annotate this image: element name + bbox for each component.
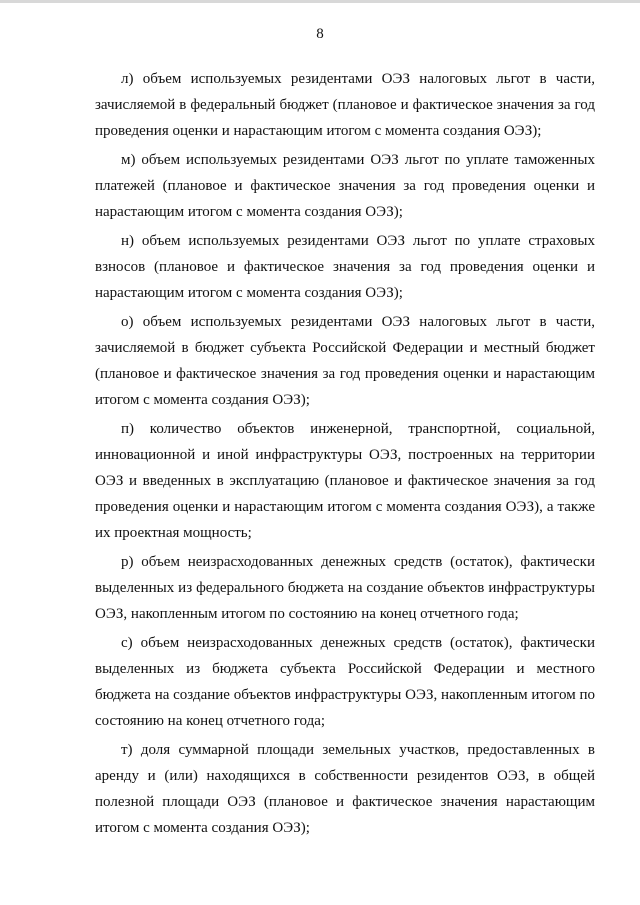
paragraph-t: т) доля суммарной площади земельных участков, предоставленных в аренду и (или) находящихся в собственности резидентов ОЭЗ, в общей полезной площади ОЭЗ (плановое и фактическое значения нарастающим итогом с момента создания ОЭЗ); bbox=[95, 742, 595, 836]
paragraph-m: м) объем используемых резидентами ОЭЗ льгот по уплате таможенных платежей (плановое и фактическое значения за год проведения оценки и нарастающим итогом с момента создания ОЭЗ); bbox=[95, 152, 595, 220]
document-body bbox=[95, 66, 595, 844]
paragraph-s: с) объем неизрасходованных денежных средств (остаток), фактически выделенных из бюджета субъекта Российской Федерации и местного бюджета на создание объектов инфраструктуры ОЭЗ, накопленным итогом по состоянию на конец отчетного года; bbox=[95, 635, 595, 729]
scan-top-edge bbox=[0, 0, 640, 3]
paragraph-p: п) количество объектов инженерной, транспортной, социальной, инновационной и иной инфраструктуры ОЭЗ, построенных на территории ОЭЗ и введенных в эксплуатацию (плановое и фактическое значения за год проведения оценки и нарастающим итогом с момента создания ОЭЗ), а также их проектная мощность; bbox=[95, 421, 595, 541]
paragraph-r: р) объем неизрасходованных денежных средств (остаток), фактически выделенных из федерального бюджета на создание объектов инфраструктуры ОЭЗ, накопленным итогом по состоянию на конец отчетного года; bbox=[95, 554, 595, 622]
page-number: 8 bbox=[316, 26, 324, 42]
paragraph-n: н) объем используемых резидентами ОЭЗ льгот по уплате страховых взносов (плановое и фактическое значения за год проведения оценки и нарастающим итогом с момента создания ОЭЗ); bbox=[95, 233, 595, 301]
paragraph-o: о) объем используемых резидентами ОЭЗ налоговых льгот в части, зачисляемой в бюджет субъекта Российской Федерации и местный бюджет (плановое и фактическое значения за год проведения оценки и нарастающим итогом с момента создания ОЭЗ); bbox=[95, 314, 595, 408]
paragraph-l: л) объем используемых резидентами ОЭЗ налоговых льгот в части, зачисляемой в федеральный бюджет (плановое и фактическое значения за год проведения оценки и нарастающим итогом с момента создания ОЭЗ); bbox=[95, 71, 595, 139]
